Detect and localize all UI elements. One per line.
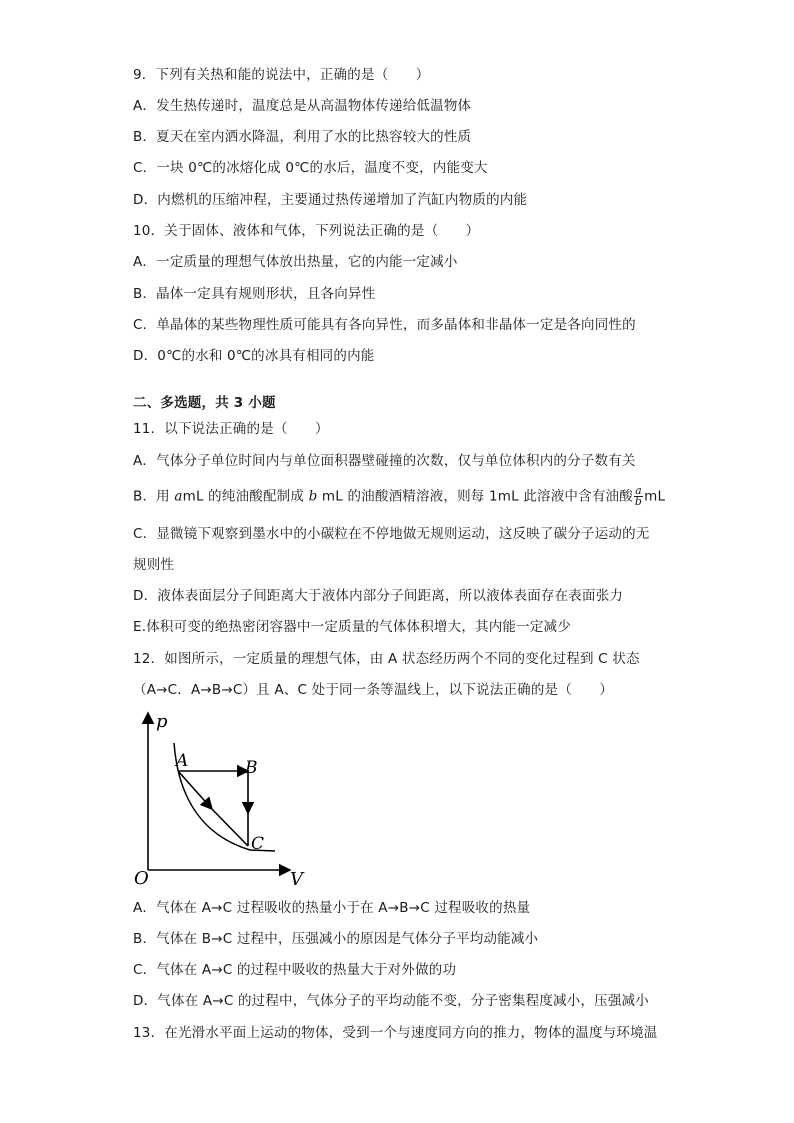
axis-label-p: p bbox=[156, 711, 168, 732]
question-12-option-d: D．气体在 A→C 的过程中，气体分子的平均动能不变，分子密集程度减小，压强减小 bbox=[133, 993, 649, 1009]
process-a-to-c bbox=[178, 771, 212, 809]
process-a-to-c-tail bbox=[208, 805, 248, 846]
question-11-option-d: D．液体表面层分子间距离大于液体内部分子间距离，所以液体表面存在表面张力 bbox=[133, 588, 624, 604]
question-11-option-c-continued: 规则性 bbox=[133, 557, 175, 573]
question-11-option-b: B．用 amL 的纯油酸配制成 b mL 的油酸酒精溶液，则每 1mL 此溶液中含有油酸 $\frac{a}{b}$ mL bbox=[133, 484, 666, 508]
question-9-option-d: D．内燃机的压缩冲程，主要通过热传递增加了汽缸内物质的内能 bbox=[133, 192, 528, 208]
question-10-option-d: D．0℃的水和 0℃的冰具有相同的内能 bbox=[133, 348, 375, 364]
question-9-stem: 9．下列有关热和能的说法中，正确的是（ ） bbox=[133, 67, 430, 83]
question-9-option-b: B．夏天在室内洒水降温，利用了水的比热容较大的性质 bbox=[133, 129, 472, 145]
point-label-c: C bbox=[251, 834, 265, 854]
question-12-option-a: A．气体在 A→C 过程吸收的热量小于在 A→B→C 过程吸收的热量 bbox=[133, 900, 531, 916]
question-12-stem: 12．如图所示，一定质量的理想气体，由 A 状态经历两个不同的变化过程到 C 状态 bbox=[133, 651, 640, 667]
question-11-stem: 11．以下说法正确的是（ ） bbox=[133, 421, 329, 437]
question-10-option-b: B．晶体一定具有规则形状，且各向异性 bbox=[133, 286, 376, 302]
question-12-option-b: B．气体在 B→C 过程中，压强减小的原因是气体分子平均动能减小 bbox=[133, 931, 539, 947]
question-11-option-e: E.体积可变的绝热密闭容器中一定质量的气体体积增大，其内能一定减少 bbox=[133, 619, 571, 635]
question-11-option-c: C．显微镜下观察到墨水中的小碳粒在不停地做无规则运动，这反映了碳分子运动的无 bbox=[133, 526, 650, 542]
pv-diagram bbox=[130, 705, 310, 890]
question-11-option-a: A．气体分子单位时间内与单位面积器壁碰撞的次数，仅与单位体积内的分子数有关 bbox=[133, 453, 636, 469]
question-10-stem: 10．关于固体、液体和气体，下列说法正确的是（ ） bbox=[133, 223, 480, 239]
question-12-stem-continued: （A→C．A→B→C）且 A、C 处于同一条等温线上，以下说法正确的是（ ） bbox=[133, 682, 614, 698]
section-title-multiple-choice: 二、多选题，共 3 小题 bbox=[133, 395, 276, 411]
question-13-stem: 13．在光滑水平面上运动的物体，受到一个与速度同方向的推力，物体的温度与环境温 bbox=[133, 1025, 658, 1041]
question-9-option-a: A．发生热传递时，温度总是从高温物体传递给低温物体 bbox=[133, 98, 472, 114]
question-9-option-c: C．一块 0℃的冰熔化成 0℃的水后，温度不变，内能变大 bbox=[133, 160, 488, 176]
point-label-a: A bbox=[176, 751, 189, 771]
fraction-a-over-b: $\frac{a}{b}$ bbox=[634, 484, 643, 508]
question-12-option-c: C．气体在 A→C 的过程中吸收的热量大于对外做的功 bbox=[133, 962, 457, 978]
question-10-option-a: A．一定质量的理想气体放出热量，它的内能一定减小 bbox=[133, 254, 458, 270]
origin-label: O bbox=[134, 868, 149, 889]
point-label-b: B bbox=[245, 758, 258, 778]
question-10-option-c: C．单晶体的某些物理性质可能具有各向异性，而多晶体和非晶体一定是各向同性的 bbox=[133, 317, 636, 333]
axis-label-v: V bbox=[290, 869, 303, 890]
